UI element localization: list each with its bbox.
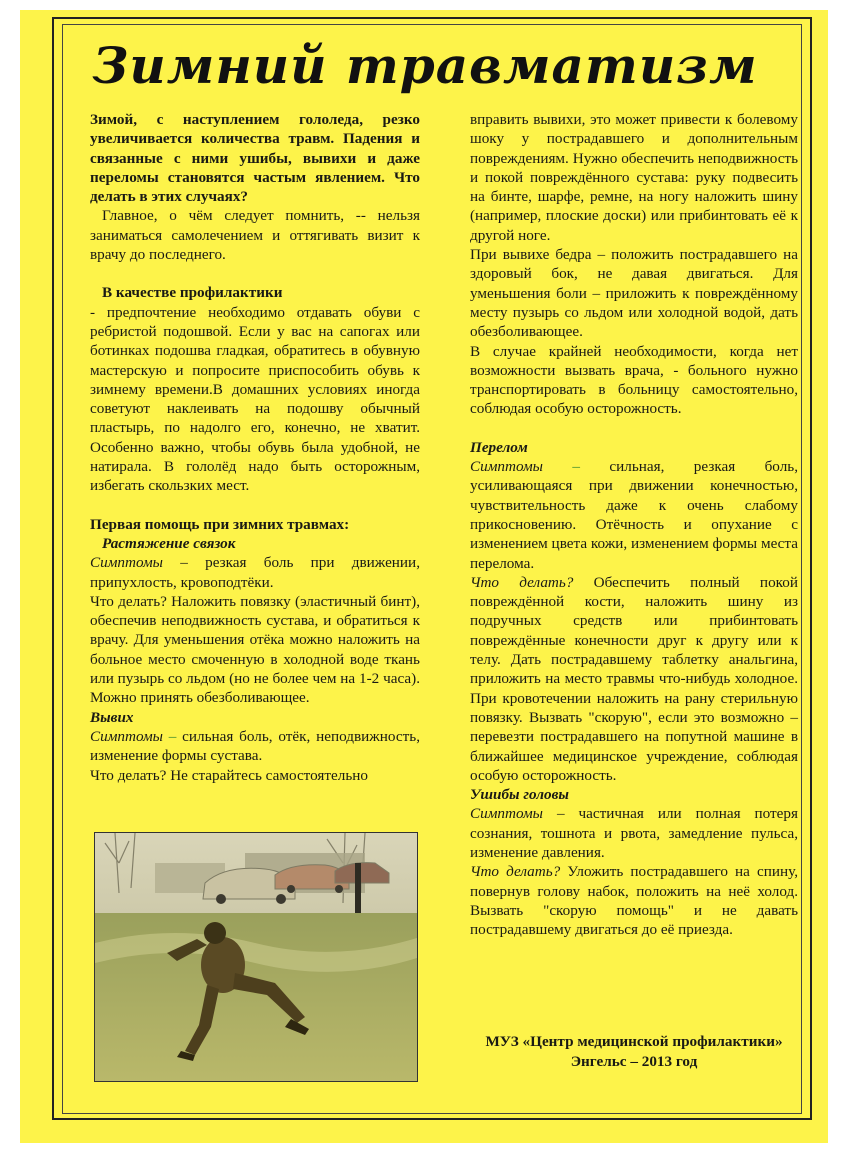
publisher-footer bbox=[470, 1032, 798, 1072]
head-todo-label: Что делать? bbox=[470, 863, 561, 881]
first-aid-heading: Первая помощь при зимних травмах: bbox=[90, 515, 350, 533]
right-column bbox=[470, 110, 798, 939]
fracture-todo-label: Что делать? bbox=[470, 573, 574, 591]
prevention-heading: В качестве профилактики bbox=[102, 284, 283, 302]
document-title: Зимний травматизм bbox=[92, 36, 758, 95]
dislocation-dash: – bbox=[162, 727, 183, 745]
dislocation-heading: Вывих bbox=[90, 708, 134, 726]
head-symptoms-paragraph bbox=[470, 804, 798, 862]
prevention-paragraph: - предпочтение необходимо отдавать обуви с ребристой подошвой. Если у вас на сапогах или ботинках подошва гладкая, обратитесь в обувную мастерскую и попросите приспособить обувь к зимнему времени.В домашних условиях иногда советуют наклеивать на подошву обычный пластырь, по надолго его, конечно, не хватит. Особенно важно, чтобы обувь была удобной, не натирала. В гололёд надо быть осторожным, избегать скользких мест. bbox=[90, 303, 420, 495]
dislocation-symptoms-text: сильная боль, отёк, неподвижность, изменение формы сустава. bbox=[90, 727, 420, 765]
extreme-case-paragraph: В случае крайней необходимости, когда нет возможности вызвать врача, - больного нужно транспортировать в больницу самостоятельно, соблюдая особую осторожность. bbox=[470, 342, 798, 418]
fracture-symptoms-paragraph bbox=[470, 457, 798, 573]
head-todo-paragraph bbox=[470, 862, 798, 939]
sprain-symptoms-label: Симптомы bbox=[90, 554, 163, 572]
intro-paragraph: Зимой, с наступлением гололеда, резко увеличивается количества травм. Падения и связанные с ними ушибы, вывихи и даже переломы становятся частым явлением. Что делать в этих случаях? bbox=[90, 111, 420, 206]
hip-dislocation-paragraph: При вывихе бедра – положить пострадавшего на здоровый бок, не давая двигаться. Для уменьшения боли – приложить к повреждённому месту пузырь со льдом или холодной водой, дать обезболивающее. bbox=[470, 246, 798, 341]
sprain-todo-paragraph: Что делать? Наложить повязку (эластичный бинт), обеспечив неподвижность сустава, и обратиться к врачу. Для уменьшения отёка можно наложить на больное место смоченную в холодной воде ткань или пузырь со льдом (но не более чем на 1-2 часа). Можно принять обезболивающее. bbox=[90, 592, 420, 707]
main-point-paragraph: Главное, о чём следует помнить, -- нельзя заниматься самолечением и оттягивать визит к врачу до последнего. bbox=[90, 207, 420, 264]
dislocation-continue-paragraph: вправить вывихи, это может привести к болевому шоку у пострадавшего и дополнительным повреждениям. Нужно обеспечить неподвижность и покой повреждённого сустава: руку подвесить на бинте, шарфе, ремне, на ногу наложить шину (например, плоские доски) или прибинтовать её к другой ноге. bbox=[470, 111, 798, 244]
fracture-symptoms-text: сильная, резкая боль, усиливающаяся при движении конечностью, чувствительность даже к очень слабому прикосновению. Отёчность и опухание с изменением цвета кожи, изменением формы места перелома. bbox=[470, 458, 799, 572]
dislocation-symptoms-paragraph bbox=[90, 727, 420, 766]
head-todo-text: Уложить пострадавшего на спину, повернув голову набок, положить на неё холод. Вызвать "скорую помощь" и не давать пострадавшему двигаться до её приезда. bbox=[470, 863, 798, 939]
sprain-symptoms-text: – резкая боль при движении, припухлость, кровоподтёки. bbox=[90, 554, 420, 591]
head-symptoms-text: – частичная или полная потеря сознания, тошнота и рвота, замедление пульса, изменение давления. bbox=[470, 805, 798, 861]
fracture-todo-paragraph bbox=[470, 573, 798, 785]
dislocation-todo-start: Что делать? Не старайтесь самостоятельно bbox=[90, 766, 369, 784]
dislocation-symptoms-label: Симптомы bbox=[90, 727, 163, 745]
fracture-symptoms-label: Симптомы bbox=[470, 458, 543, 476]
sprain-symptoms-paragraph bbox=[90, 553, 420, 592]
head-injury-heading: Ушибы головы bbox=[470, 786, 569, 804]
sprain-heading: Растяжение связок bbox=[102, 534, 236, 552]
publisher-city-year: Энгельс – 2013 год bbox=[570, 1053, 698, 1070]
fracture-heading: Перелом bbox=[470, 438, 528, 456]
head-symptoms-label: Симптомы bbox=[470, 805, 543, 823]
fracture-todo-text: Обеспечить полный покой повреждённой кости, наложить шину из подручных средств или прибинтовать повреждённые конечности друг к другу или к телу. Дать пострадавшему таблетку анальгина, приложить на место травмы что-нибудь холодное. При кровотечении наложить на рану стерильную повязку. Вызвать "скорую", если это возможно – перевезти пострадавшего на попутной машине в ближайшее медицинское учреждение, соблюдая особую осторожность. bbox=[470, 573, 798, 784]
left-column bbox=[90, 110, 420, 785]
winter-fall-photo bbox=[94, 832, 418, 1082]
fracture-dash: – bbox=[542, 458, 610, 476]
publisher-name: МУЗ «Центр медицинской профилактики» bbox=[485, 1033, 783, 1050]
